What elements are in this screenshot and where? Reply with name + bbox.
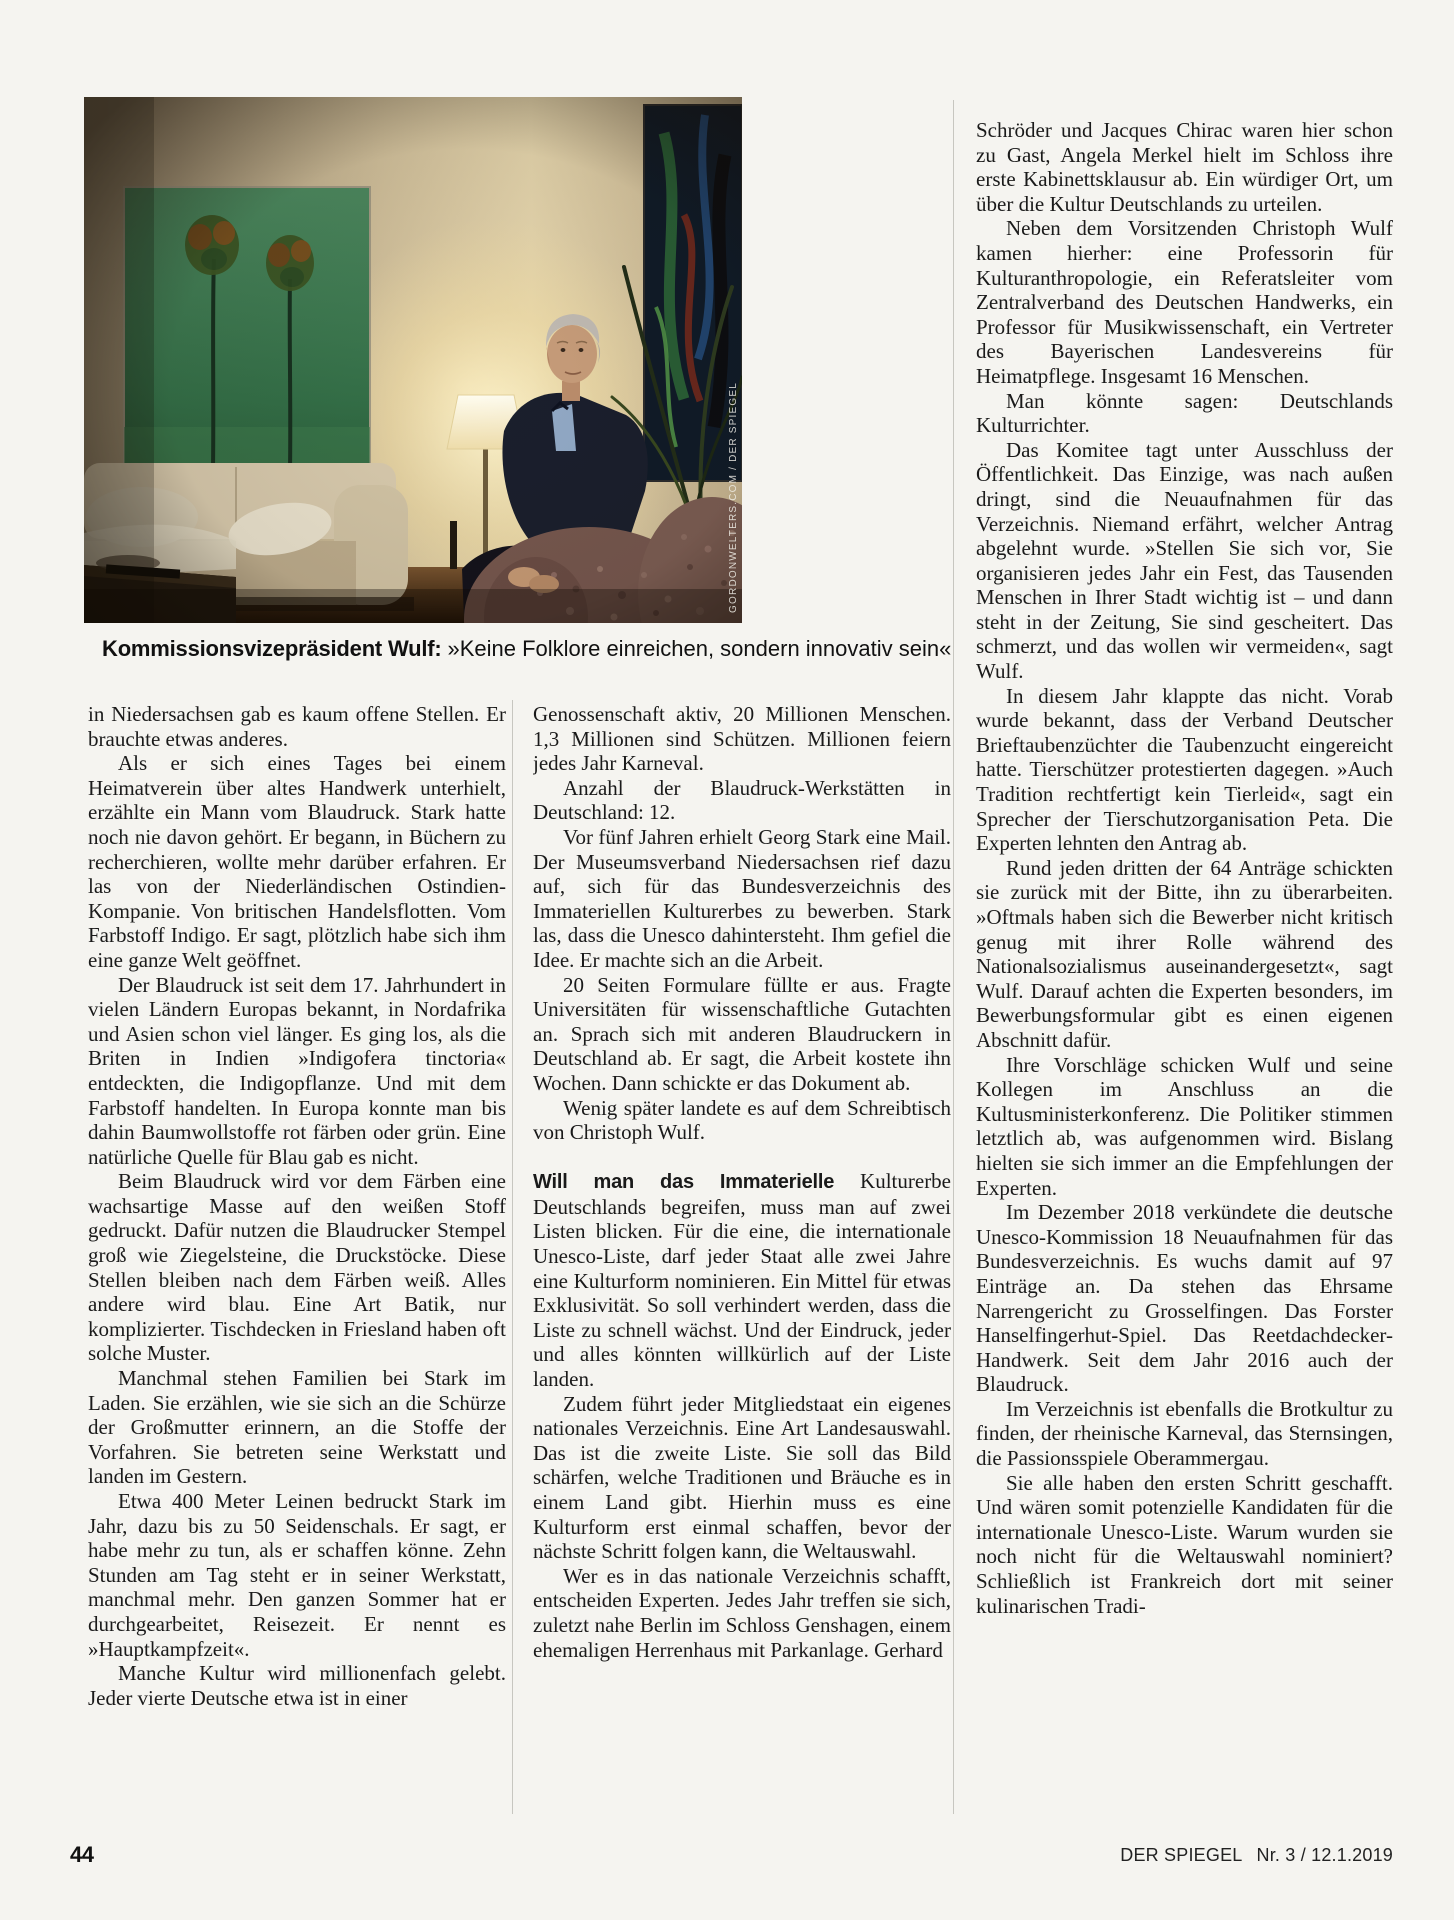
footer-issue-line — [1120, 1845, 1393, 1866]
paragraph: Im Dezember 2018 verkündete die deutsche Unesco-Kommission 18 Neuaufnahmen für das Bundesverzeichnis. Es wuchs damit auf 97 Einträge an. Da stehen das Ehrsame Narrengericht zu Grosselfingen. Das Forster Hanselfingerhut-Spiel. Das Reetdachdecker-Handwerk. Seit dem Jahr 2016 auch der Blaudruck. — [976, 1200, 1393, 1397]
paragraph: Ihre Vorschläge schicken Wulf und seine Kollegen im Anschluss an die Kultusministerkonferenz. Die Politiker stimmen letztlich ab, was aufgenommen wird. Bislang hielten sie sich immer an die Empfehlungen der Experten. — [976, 1052, 1393, 1200]
photo-credit: GORDONWELTERS.COM / DER SPIEGEL — [728, 382, 739, 613]
paragraph: Etwa 400 Meter Leinen bedruckt Stark im Jahr, dazu bis zu 50 Seidenschals. Er sagt, er habe mehr zu tun, als er schaffen könne. Zehn Stunden am Tag steht er in seiner Werkstatt, manchmal mehr. Den ganzen Sommer hat er durchgearbeitet, Reisezeit. Er nennt es »Hauptkampfzeit«. — [88, 1489, 506, 1661]
page-number: 44 — [70, 1842, 94, 1867]
paragraph: Genossenschaft aktiv, 20 Millionen Menschen. 1,3 Millionen sind Schützen. Millionen feiern jedes Jahr Karneval. — [533, 702, 951, 776]
photo-vignette — [84, 97, 742, 623]
paragraph: Das Komitee tagt unter Ausschluss der Öffentlichkeit. Das Einzige, was nach außen dringt, sind die Neuaufnahmen für das Verzeichnis. Niemand erfährt, welcher Antrag abgelehnt wurde. »Stellen Sie sich vor, Sie organisieren jedes Jahr ein Fest, das Tausenden Menschen in Ihrer Stadt wichtig ist – und dann steht in der Zeitung, Sie sind gescheitert. Das schmerzt, und das wollen wir vermeiden«, sagt Wulf. — [976, 437, 1393, 684]
column-right — [976, 118, 1393, 1814]
paragraph: in Niedersachsen gab es kaum offene Stellen. Er brauchte etwas anderes. — [88, 702, 506, 751]
paragraph: Zudem führt jeder Mitgliedstaat ein eigenes nationales Verzeichnis. Eine Art Landesauswahl. Das ist die zweite Liste. Sie soll das Bild schärfen, welche Traditionen und Bräuche es in einem Land gibt. Hierhin muss es eine Kulturform erst einmal schaffen, bevor der nächste Schritt folgen kann, die Weltauswahl. — [533, 1391, 951, 1564]
issue-info: Nr. 3 / 12.1.2019 — [1256, 1845, 1393, 1865]
page-footer — [0, 1842, 1454, 1868]
paragraph: Schröder und Jacques Chirac waren hier schon zu Gast, Angela Merkel hielt im Schloss ihre erste Kabinettsklausur ab. Ein würdiger Ort, um über die Kultur Deutschlands zu urteilen. — [976, 118, 1393, 216]
paragraph: Vor fünf Jahren erhielt Georg Stark eine Mail. Der Museumsverband Niedersachsen rief dazu auf, sich für das Bundesverzeichnis des Immateriellen Kulturerbes zu bewerben. Stark las, dass die Unesco dahintersteht. Ihm gefiel die Idee. Er machte sich an die Arbeit. — [533, 824, 951, 972]
paragraph: Wer es in das nationale Verzeichnis schafft, entscheiden Experten. Jedes Jahr treffen sie sich, zuletzt nahe Berlin im Schloss Genshagen, einem ehemaligen Herrenhaus mit Parkanlage. Gerhard — [533, 1563, 951, 1662]
column-middle — [533, 702, 951, 1814]
paragraph: Wenig später landete es auf dem Schreibtisch von Christoph Wulf. — [533, 1095, 951, 1145]
magazine-name: DER SPIEGEL — [1120, 1845, 1243, 1865]
paragraph: Man könnte sagen: Deutschlands Kulturrichter. — [976, 388, 1393, 438]
photo-caption — [102, 636, 952, 662]
paragraph: Beim Blaudruck wird vor dem Färben eine wachsartige Masse auf den weißen Stoff gedruckt. Dafür nutzen die Blaudrucker Stempel groß wie Ziegelsteine, die Druckstöcke. Diese Stellen bleiben nach dem Färben weiß. Alles andere wird blau. Eine Art Batik, nur komplizierter. Tischdecken in Friesland haben oft solche Muster. — [88, 1169, 506, 1366]
paragraph: Manche Kultur wird millionenfach gelebt. Jeder vierte Deutsche etwa ist in einer — [88, 1661, 506, 1710]
paragraph: Als er sich eines Tages bei einem Heimatverein über altes Handwerk unterhielt, erzählte ein Mann vom Blaudruck. Stark hatte noch nie davon gehört. Er begann, in Büchern zu recherchieren, wollte mehr darüber erfahren. Er las von der Niederländischen Ostindien-Kompanie. Von britischen Handelsflotten. Vom Farbstoff Indigo. Er sagt, plötzlich habe sich ihm eine ganze Welt geöffnet. — [88, 751, 506, 972]
paragraph: Im Verzeichnis ist ebenfalls die Brotkultur zu finden, der rheinische Karneval, das Sternsingen, die Passionsspiele Oberammergau. — [976, 1396, 1393, 1471]
column-left — [88, 702, 506, 1814]
paragraph: In diesem Jahr klappte das nicht. Vorab wurde bekannt, dass der Verband Deutscher Brieftaubenzüchter die Taubenzucht eingereicht hatte. Tierschützer protestierten dagegen. »Auch Tradition rechtfertigt kein Tierleid«, sagt ein Sprecher der Tierschutzorganisation Peta. Die Experten lehnten den Antrag ab. — [976, 683, 1393, 856]
paragraph: 20 Seiten Formulare füllte er aus. Fragte Universitäten für wissenschaftliche Gutachten an. Sprach sich mit anderen Blaudruckern in Deutschland ab. Er sagt, die Arbeit kostete ihn Wochen. Dann schickte er das Dokument ab. — [533, 972, 951, 1095]
column-rule-left — [512, 700, 513, 1814]
paragraph: Will man das Immaterielle Kulturerbe Deutschlands begreifen, muss man auf zwei Listen blicken. Für die eine, die internationale Unesco-Liste, darf jeder Staat alle zwei Jahre eine Kulturform nominieren. Ein Mittel für etwas Exklusivität. So soll verhindert werden, dass die Liste zu schnell wächst. Und der Eindruck, jeder und alles könnten willkürlich auf der Liste landen. — [533, 1169, 951, 1392]
column-rule-right — [953, 100, 954, 1814]
photo-illustration — [84, 97, 742, 623]
paragraph: Rund jeden dritten der 64 Anträge schickten sie zurück mit der Bitte, ihn zu überarbeiten. »Oftmals haben sich die Bewerber nicht kritisch genug mit ihrer Rolle während des Nationalsozialismus auseinandergesetzt«, sagt Wulf. Darauf achten die Experten besonders, im Bewerbungsformular gibt es einen eigenen Abschnitt dafür. — [976, 855, 1393, 1052]
paragraph: Der Blaudruck ist seit dem 17. Jahrhundert in vielen Ländern Europas bekannt, in Nordafrika und Asien schon viel länger. Es ging los, als die Briten in Indien »Indigofera tinctoria« entdeckten, die Indigopflanze. Und mit dem Farbstoff handelten. In Europa konnte man bis dahin Baumwollstoffe rot färben oder grün. Eine natürliche Quelle für Blau gab es nicht. — [88, 972, 506, 1169]
caption-text: »Keine Folklore einreichen, sondern innovativ sein« — [447, 636, 952, 661]
article-photo — [84, 97, 742, 623]
paragraph: Manchmal stehen Familien bei Stark im Laden. Sie erzählen, wie sie sich an die Schürze der Großmutter erinnern, an die Stoffe der Vorfahren. Sie betreten seine Werkstatt und landen im Gestern. — [88, 1366, 506, 1489]
caption-bold: Kommissionsvizepräsident Wulf: — [102, 636, 448, 661]
paragraph: Neben dem Vorsitzenden Christoph Wulf kamen hierher: eine Professorin für Kulturanthropologie, ein Referatsleiter vom Zentralverband des Deutschen Handwerks, ein Professor für Musikwissenschaft, ein Vertreter des Bayerischen Landesvereins für Heimatpflege. Insgesamt 16 Menschen. — [976, 216, 1393, 388]
paragraph-lead-in: Will man das Immaterielle — [533, 1171, 835, 1194]
paragraph: Sie alle haben den ersten Schritt geschafft. Und wären somit potenzielle Kandidaten für die internationale Unesco-Liste. Warum wurden sie noch nicht für die Weltauswahl nominiert? Schließlich ist Frankreich dort mit seiner kulinarischen Tradi- — [976, 1470, 1393, 1618]
paragraph: Anzahl der Blaudruck-Werkstätten in Deutschland: 12. — [533, 775, 951, 825]
